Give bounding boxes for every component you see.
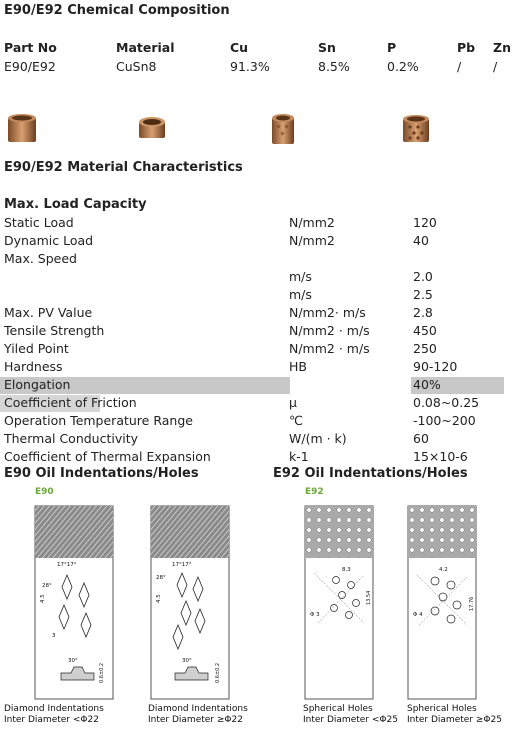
property-label: Static Load <box>4 215 74 230</box>
svg-text:4.5: 4.5 <box>156 594 162 603</box>
svg-text:17°17°: 17°17° <box>172 562 192 568</box>
svg-text:17.76: 17.76 <box>469 596 475 611</box>
property-label: Hardness <box>4 359 63 374</box>
svg-text:0.6±0.2: 0.6±0.2 <box>215 662 221 683</box>
header-p: P <box>387 40 397 55</box>
bushing-image-2 <box>135 112 169 144</box>
property-value: 120 <box>413 215 437 230</box>
property-unit: μ <box>289 395 297 410</box>
property-unit: m/s <box>289 287 312 302</box>
cell-cu: 91.3% <box>230 59 270 74</box>
property-value: 60 <box>413 431 429 446</box>
svg-text:28°: 28° <box>156 575 166 581</box>
property-value: 450 <box>413 323 437 338</box>
property-value: -100~200 <box>413 413 476 428</box>
caption-diamond-small <box>4 704 104 726</box>
header-material: Material <box>116 40 175 55</box>
diamond-indentation-diagram-small <box>34 505 114 700</box>
header-cu: Cu <box>230 40 249 55</box>
caption-line: Inter Diameter <Φ22 <box>4 715 99 725</box>
property-unit: k-1 <box>289 449 309 464</box>
property-label: Thermal Conductivity <box>4 431 139 446</box>
header-pb: Pb <box>457 40 476 55</box>
property-value: 90-120 <box>413 359 458 374</box>
property-label: Coefficient of Friction <box>4 395 137 410</box>
svg-text:Φ 3: Φ 3 <box>310 612 320 618</box>
caption-line: Inter Diameter ≥Φ22 <box>148 715 243 725</box>
e90-tag: E90 <box>35 487 54 497</box>
svg-text:28°: 28° <box>42 583 52 589</box>
property-unit: HB <box>289 359 307 374</box>
caption-line: Inter Diameter <Φ25 <box>303 715 398 725</box>
bushing-image-3 <box>266 110 300 146</box>
caption-line: Inter Diameter ≥Φ25 <box>407 715 502 725</box>
bushing-image-4 <box>398 110 434 146</box>
property-unit: ℃ <box>289 413 304 428</box>
caption-line: Diamond Indentations <box>148 704 248 714</box>
cell-sn: 8.5% <box>318 59 350 74</box>
property-value: 40 <box>413 233 429 248</box>
load-capacity-title: Max. Load Capacity <box>4 197 147 212</box>
property-unit: N/mm2 <box>289 215 335 230</box>
svg-text:4.5: 4.5 <box>40 594 46 603</box>
property-unit: N/mm2 · m/s <box>289 323 370 338</box>
chem-title: E90/E92 Chemical Composition <box>4 3 230 18</box>
diamond-indentation-diagram-large <box>150 505 230 700</box>
property-label: Yiled Point <box>4 341 69 356</box>
cell-zn: / <box>493 59 498 74</box>
material-title: E90/E92 Material Characteristics <box>4 160 243 175</box>
caption-spherical-small <box>303 704 398 726</box>
svg-text:4.2: 4.2 <box>439 567 448 573</box>
property-value: 0.08~0.25 <box>413 395 480 410</box>
header-part-no: Part No <box>4 40 57 55</box>
svg-text:30°: 30° <box>68 658 78 664</box>
bushing-image-1 <box>4 110 40 146</box>
property-unit: W/(m · k) <box>289 431 347 446</box>
property-unit: N/mm2 <box>289 233 335 248</box>
caption-line: Diamond Indentations <box>4 704 104 714</box>
svg-text:Φ 4: Φ 4 <box>413 612 423 618</box>
caption-line: Spherical Holes <box>407 704 477 714</box>
property-unit: m/s <box>289 269 312 284</box>
header-sn: Sn <box>318 40 336 55</box>
e92-holes-title: E92 Oil Indentations/Holes <box>273 466 468 481</box>
header-zn: Zn <box>493 40 511 55</box>
property-value: 250 <box>413 341 437 356</box>
cell-p: 0.2% <box>387 59 419 74</box>
property-value: 2.5 <box>413 287 433 302</box>
cell-pb: / <box>457 59 462 74</box>
svg-text:3: 3 <box>52 633 56 639</box>
property-label: Tensile Strength <box>4 323 105 338</box>
svg-text:30°: 30° <box>182 658 192 664</box>
property-value: 2.0 <box>413 269 433 284</box>
e92-tag: E92 <box>305 487 324 497</box>
property-label: Elongation <box>4 377 71 392</box>
property-value: 2.8 <box>413 305 433 320</box>
caption-diamond-large <box>148 704 248 726</box>
svg-text:17°17°: 17°17° <box>57 562 77 568</box>
property-label: Operation Temperature Range <box>4 413 193 428</box>
spherical-holes-diagram-small <box>304 505 374 700</box>
e90-holes-title: E90 Oil Indentations/Holes <box>4 466 199 481</box>
property-value: 40% <box>413 377 441 392</box>
property-label: Coefficient of Thermal Expansion <box>4 449 211 464</box>
property-unit: N/mm2 · m/s <box>289 341 370 356</box>
svg-text:13.54: 13.54 <box>366 590 372 605</box>
svg-text:8.3: 8.3 <box>342 567 351 573</box>
property-label: Dynamic Load <box>4 233 94 248</box>
cell-part-no: E90/E92 <box>4 59 56 74</box>
property-unit: N/mm2· m/s <box>289 305 366 320</box>
spherical-holes-diagram-large <box>407 505 477 700</box>
caption-spherical-large <box>407 704 502 726</box>
caption-line: Spherical Holes <box>303 704 373 714</box>
cell-material: CuSn8 <box>116 59 157 74</box>
property-label: Max. PV Value <box>4 305 93 320</box>
property-value: 15×10-6 <box>413 449 468 464</box>
property-label: Max. Speed <box>4 251 77 266</box>
svg-text:0.6±0.2: 0.6±0.2 <box>99 662 105 683</box>
